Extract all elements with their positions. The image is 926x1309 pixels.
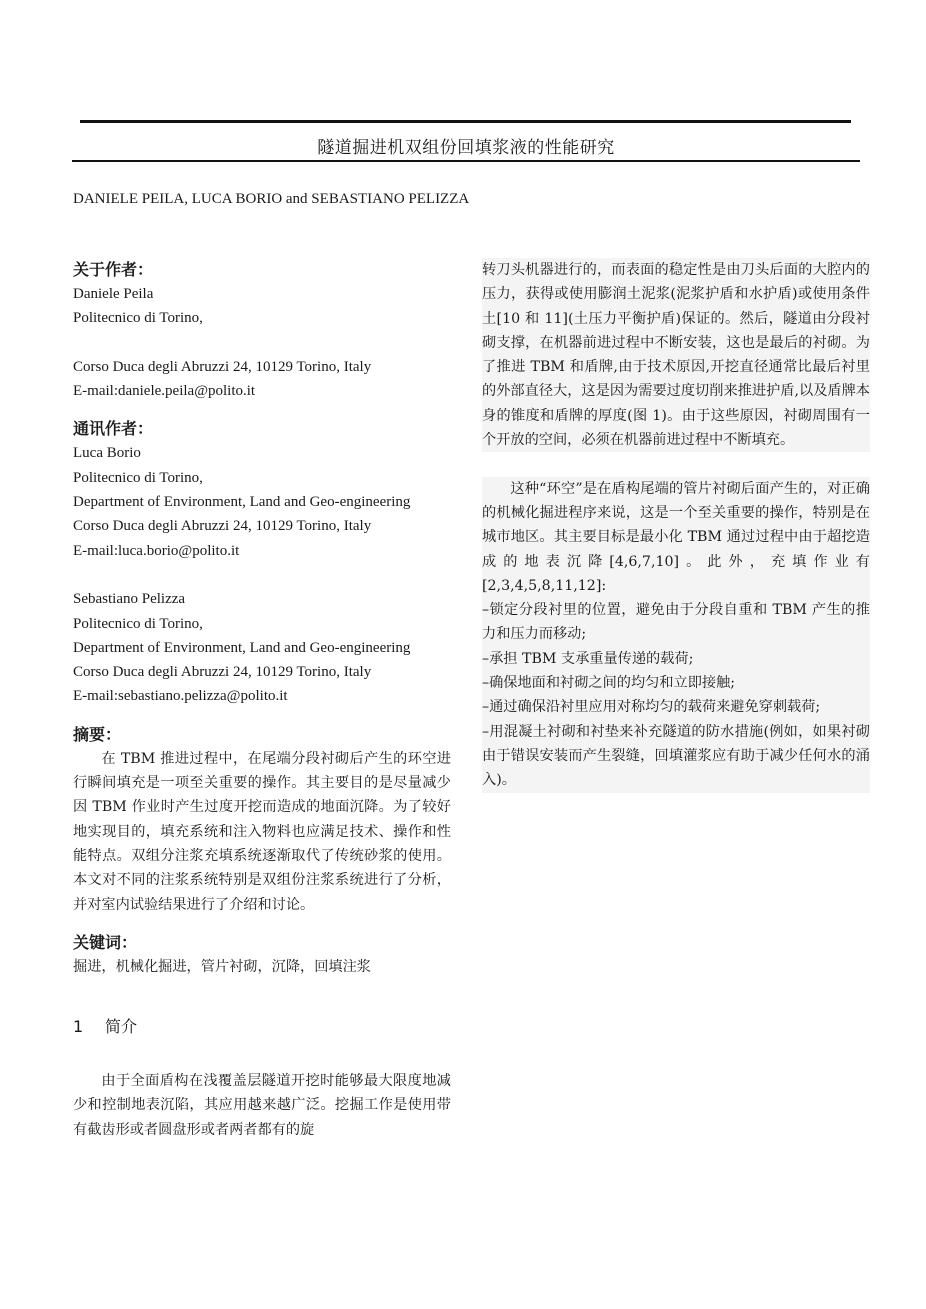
introduction-heading <box>73 1015 451 1039</box>
title-rule-top <box>80 120 851 123</box>
section-title: 简介 <box>105 1017 138 1037</box>
corresponding-email: E-mail:sebastiano.pelizza@polito.it <box>73 688 288 705</box>
author-list: DANIELE PEILA, LUCA BORIO and SEBASTIANO PELIZZA <box>73 191 470 207</box>
right-column <box>482 258 870 793</box>
left-column <box>73 258 451 1142</box>
intro-paragraph: 由于全面盾构在浅覆盖层隧道开挖时能够最大限度地减少和控制地表沉陷，其应用越来越广泛。挖掘工作是使用带有截齿形或者圆盘形或者两者都有的旋 <box>73 1073 451 1138</box>
corresponding-line: Politecnico di Torino, <box>73 615 203 632</box>
corresponding-line: Corso Duca degli Abruzzi 24, 10129 Torino, Italy <box>73 518 372 535</box>
list-item: –锁定分段衬里的位置，避免由于分段自重和 TBM 产生的推力和压力而移动; <box>482 598 870 647</box>
list-item: –确保地面和衬砌之间的均匀和立即接触; <box>482 671 870 695</box>
keywords-heading: 关键词： <box>73 932 138 952</box>
corresponding-line: Department of Environment, Land and Geo-engineering <box>73 494 411 511</box>
corresponding-line: Politecnico di Torino, <box>73 469 203 486</box>
author-email: E-mail:daniele.peila@polito.it <box>73 383 256 400</box>
corresponding-heading: 通讯作者： <box>73 419 154 439</box>
author-line: Daniele Peila <box>73 286 154 302</box>
keywords-text: 掘进，机械化掘进，管片衬砌，沉降，回填注浆 <box>73 958 371 975</box>
author-line: Politecnico di Torino, <box>73 310 203 327</box>
section-number: 1 <box>73 1017 84 1037</box>
intro-paragraph-2: 这种“环空”是在盾构尾端的管片衬砌后面产生的，对正确的机械化掘进程序来说，这是一个至关重要的操作，特别是在城市地区。其主要目标是最小化 TBM 通过过程中由于超挖造成的地表沉降[4,6,7,10]。此外，充填作业有[2,3,4,5,8,11,12]: <box>482 477 870 598</box>
about-authors-heading: 关于作者： <box>73 260 154 279</box>
paper-title: 隧道掘进机双组份回填浆液的性能研究 <box>317 138 615 158</box>
corresponding-line: Department of Environment, Land and Geo-engineering <box>73 639 411 656</box>
author-line: Corso Duca degli Abruzzi 24, 10129 Torino, Italy <box>73 358 372 375</box>
list-item: –承担 TBM 支承重量传递的载荷; <box>482 647 870 671</box>
list-item: –通过确保沿衬里应用对称均匀的载荷来避免穿刺载荷; <box>482 695 870 719</box>
title-rule-bottom <box>72 160 860 162</box>
abstract-heading: 摘要： <box>73 724 122 744</box>
corresponding-line: Luca Borio <box>73 445 141 462</box>
corresponding-line: Corso Duca degli Abruzzi 24, 10129 Torino, Italy <box>73 664 372 681</box>
intro-paragraph-continued: 转刀头机器进行的，而表面的稳定性是由刀头后面的大腔内的压力，获得或使用膨润土泥浆(泥浆护盾和水护盾)或使用条件土[10 和 11](土压力平衡护盾)保证的。然后，隧道由分段衬砌支撑，在机器前进过程中不断安装，这也是最后的衬砌。为了推进 TBM 和盾牌,由于技术原因,开挖直径通常比最后衬里的外部直径大，这是因为需要过度切削来推进护盾,以及盾牌本身的锥度和盾牌的厚度(图 1)。由于这些原因，衬砌周围有一个开放的空间，必须在机器前进过程中不断填充。 <box>482 258 870 452</box>
list-item: –用混凝土衬砌和衬垫来补充隧道的防水措施(例如，如果衬砌由于错误安装而产生裂缝，回填灌浆应有助于减少任何水的涌入)。 <box>482 720 870 793</box>
abstract-text: 在 TBM 推进过程中，在尾端分段衬砌后产生的环空进行瞬间填充是一项至关重要的操作。其主要目的是尽量减少因 TBM 作业时产生过度开挖而造成的地面沉降。为了较好地实现目的，填充系统和注入物料也应满足技术、操作和性能特点。双组分注浆充填系统逐渐取代了传统砂浆的使用。本文对不同的注浆系统特别是双组份注浆系统进行了分析，并对室内试验结果进行了介绍和讨论。 <box>73 750 451 913</box>
corresponding-email: E-mail:luca.borio@polito.it <box>73 542 240 559</box>
corresponding-line: Sebastiano Pelizza <box>73 591 186 608</box>
